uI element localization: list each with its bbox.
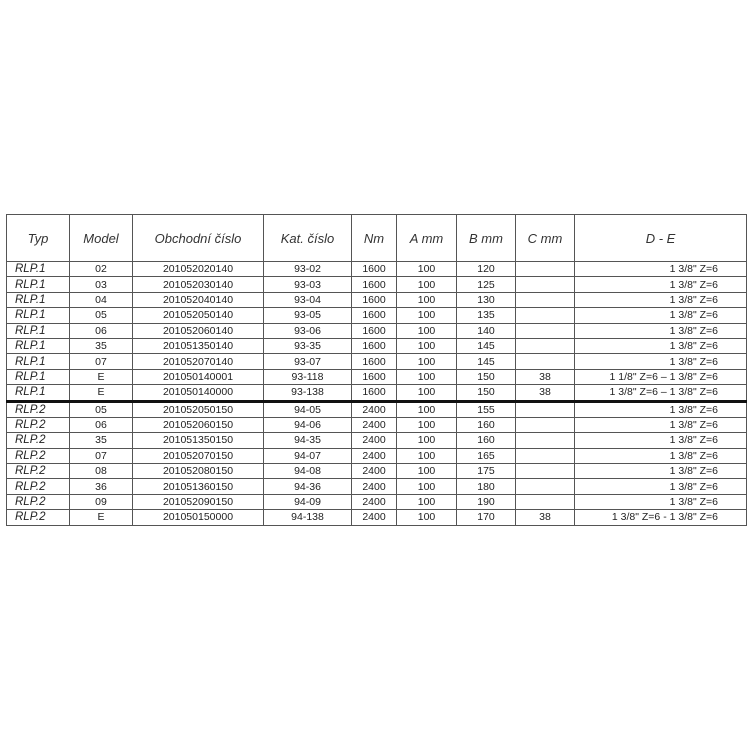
cell-obchodni-cislo: 201052070140 [133,354,264,369]
cell-c-mm [516,494,575,509]
table-row [7,277,747,292]
cell-d-e: 1 3/8" Z=6 [575,308,747,323]
cell-model: E [70,385,133,401]
cell-obchodni-cislo: 201050150000 [133,510,264,525]
cell-kat-cislo: 93-118 [264,369,352,384]
table-row [7,323,747,338]
cell-a-mm: 100 [397,277,457,292]
cell-a-mm: 100 [397,354,457,369]
cell-model: 06 [70,323,133,338]
cell-a-mm: 100 [397,369,457,384]
cell-d-e: 1 3/8" Z=6 - 1 3/8" Z=6 [575,510,747,525]
cell-nm: 2400 [352,494,397,509]
cell-d-e: 1 3/8" Z=6 [575,417,747,432]
cell-d-e: 1 3/8" Z=6 [575,401,747,417]
cell-obchodni-cislo: 201052070150 [133,448,264,463]
cell-kat-cislo: 93-05 [264,308,352,323]
cell-b-mm: 130 [457,292,516,307]
cell-b-mm: 150 [457,385,516,401]
cell-c-mm [516,262,575,277]
cell-model: 09 [70,494,133,509]
cell-typ: RLP.1 [7,262,70,277]
cell-obchodni-cislo: 201052080150 [133,464,264,479]
cell-obchodni-cislo: 201050140000 [133,385,264,401]
cell-obchodni-cislo: 201050140001 [133,369,264,384]
cell-c-mm [516,417,575,432]
cell-obchodni-cislo: 201052040140 [133,292,264,307]
cell-c-mm [516,277,575,292]
cell-b-mm: 145 [457,338,516,353]
cell-b-mm: 160 [457,417,516,432]
cell-obchodni-cislo: 201052050150 [133,401,264,417]
cell-model: 03 [70,277,133,292]
cell-obchodni-cislo: 201052060140 [133,323,264,338]
cell-typ: RLP.1 [7,385,70,401]
cell-typ: RLP.2 [7,510,70,525]
cell-obchodni-cislo: 201051350150 [133,433,264,448]
cell-b-mm: 175 [457,464,516,479]
cell-model: 35 [70,433,133,448]
cell-typ: RLP.1 [7,354,70,369]
cell-c-mm [516,479,575,494]
product-spec-table [6,214,747,526]
cell-a-mm: 100 [397,464,457,479]
cell-nm: 1600 [352,277,397,292]
table-row [7,385,747,401]
cell-kat-cislo: 94-36 [264,479,352,494]
cell-d-e: 1 3/8" Z=6 [575,323,747,338]
cell-model: E [70,510,133,525]
cell-c-mm [516,433,575,448]
cell-obchodni-cislo: 201052020140 [133,262,264,277]
cell-kat-cislo: 94-05 [264,401,352,417]
cell-typ: RLP.1 [7,369,70,384]
table-row [7,448,747,463]
header-model: Model [70,215,133,262]
cell-typ: RLP.1 [7,323,70,338]
cell-c-mm [516,464,575,479]
cell-nm: 1600 [352,369,397,384]
cell-nm: 1600 [352,338,397,353]
cell-typ: RLP.1 [7,277,70,292]
table-row [7,479,747,494]
cell-d-e: 1 3/8" Z=6 [575,292,747,307]
cell-model: 05 [70,308,133,323]
header-typ: Typ [7,215,70,262]
cell-c-mm [516,401,575,417]
cell-kat-cislo: 94-09 [264,494,352,509]
cell-a-mm: 100 [397,385,457,401]
cell-model: 07 [70,354,133,369]
cell-nm: 2400 [352,448,397,463]
cell-c-mm [516,323,575,338]
cell-b-mm: 160 [457,433,516,448]
cell-d-e: 1 3/8" Z=6 [575,354,747,369]
cell-d-e: 1 3/8" Z=6 – 1 3/8" Z=6 [575,385,747,401]
cell-nm: 2400 [352,401,397,417]
cell-obchodni-cislo: 201052060150 [133,417,264,432]
table-row [7,401,747,417]
table-row [7,433,747,448]
cell-model: E [70,369,133,384]
cell-typ: RLP.1 [7,308,70,323]
cell-kat-cislo: 94-08 [264,464,352,479]
cell-typ: RLP.2 [7,494,70,509]
cell-typ: RLP.2 [7,433,70,448]
table-row [7,292,747,307]
cell-typ: RLP.2 [7,448,70,463]
cell-typ: RLP.2 [7,417,70,432]
cell-nm: 1600 [352,354,397,369]
cell-d-e: 1 3/8" Z=6 [575,464,747,479]
cell-c-mm: 38 [516,369,575,384]
cell-c-mm [516,448,575,463]
cell-a-mm: 100 [397,417,457,432]
cell-kat-cislo: 94-07 [264,448,352,463]
cell-kat-cislo: 93-138 [264,385,352,401]
cell-a-mm: 100 [397,308,457,323]
cell-c-mm [516,292,575,307]
cell-b-mm: 145 [457,354,516,369]
cell-kat-cislo: 93-07 [264,354,352,369]
cell-c-mm: 38 [516,385,575,401]
cell-nm: 1600 [352,385,397,401]
cell-model: 02 [70,262,133,277]
cell-a-mm: 100 [397,479,457,494]
cell-a-mm: 100 [397,433,457,448]
cell-typ: RLP.1 [7,292,70,307]
cell-b-mm: 170 [457,510,516,525]
cell-c-mm [516,308,575,323]
cell-c-mm: 38 [516,510,575,525]
cell-b-mm: 135 [457,308,516,323]
cell-nm: 2400 [352,433,397,448]
cell-kat-cislo: 94-06 [264,417,352,432]
cell-kat-cislo: 94-138 [264,510,352,525]
header-b-mm: B mm [457,215,516,262]
table-row [7,354,747,369]
cell-nm: 1600 [352,323,397,338]
cell-b-mm: 125 [457,277,516,292]
cell-model: 06 [70,417,133,432]
cell-model: 04 [70,292,133,307]
cell-d-e: 1 3/8" Z=6 [575,338,747,353]
table-row [7,262,747,277]
cell-a-mm: 100 [397,401,457,417]
cell-nm: 2400 [352,464,397,479]
cell-typ: RLP.2 [7,401,70,417]
cell-b-mm: 120 [457,262,516,277]
cell-model: 07 [70,448,133,463]
cell-obchodni-cislo: 201052090150 [133,494,264,509]
cell-nm: 2400 [352,479,397,494]
cell-model: 35 [70,338,133,353]
cell-nm: 1600 [352,308,397,323]
cell-b-mm: 165 [457,448,516,463]
cell-d-e: 1 3/8" Z=6 [575,433,747,448]
cell-a-mm: 100 [397,262,457,277]
cell-d-e: 1 3/8" Z=6 [575,448,747,463]
cell-nm: 1600 [352,292,397,307]
cell-b-mm: 180 [457,479,516,494]
cell-b-mm: 190 [457,494,516,509]
cell-typ: RLP.2 [7,464,70,479]
cell-typ: RLP.1 [7,338,70,353]
cell-model: 36 [70,479,133,494]
cell-obchodni-cislo: 201051350140 [133,338,264,353]
cell-kat-cislo: 93-06 [264,323,352,338]
cell-kat-cislo: 93-02 [264,262,352,277]
table-row [7,308,747,323]
header-kat-cislo: Kat. číslo [264,215,352,262]
cell-c-mm [516,354,575,369]
cell-a-mm: 100 [397,338,457,353]
header-a-mm: A mm [397,215,457,262]
header-nm: Nm [352,215,397,262]
table-row [7,338,747,353]
cell-obchodni-cislo: 201052030140 [133,277,264,292]
cell-nm: 1600 [352,262,397,277]
cell-nm: 2400 [352,417,397,432]
cell-obchodni-cislo: 201051360150 [133,479,264,494]
header-obchodni-cislo: Obchodní číslo [133,215,264,262]
cell-b-mm: 155 [457,401,516,417]
cell-kat-cislo: 93-04 [264,292,352,307]
table-row [7,510,747,525]
cell-a-mm: 100 [397,494,457,509]
cell-d-e: 1 3/8" Z=6 [575,262,747,277]
cell-kat-cislo: 93-03 [264,277,352,292]
cell-d-e: 1 3/8" Z=6 [575,479,747,494]
cell-typ: RLP.2 [7,479,70,494]
table-row [7,417,747,432]
cell-a-mm: 100 [397,448,457,463]
cell-a-mm: 100 [397,510,457,525]
table-row [7,464,747,479]
cell-obchodni-cislo: 201052050140 [133,308,264,323]
table-body [7,262,747,526]
table-row [7,494,747,509]
cell-b-mm: 140 [457,323,516,338]
cell-a-mm: 100 [397,292,457,307]
cell-d-e: 1 3/8" Z=6 [575,277,747,292]
cell-model: 08 [70,464,133,479]
cell-kat-cislo: 93-35 [264,338,352,353]
cell-b-mm: 150 [457,369,516,384]
cell-a-mm: 100 [397,323,457,338]
header-c-mm: C mm [516,215,575,262]
table-row [7,369,747,384]
cell-nm: 2400 [352,510,397,525]
cell-model: 05 [70,401,133,417]
header-d-e: D - E [575,215,747,262]
cell-kat-cislo: 94-35 [264,433,352,448]
cell-d-e: 1 1/8" Z=6 – 1 3/8" Z=6 [575,369,747,384]
cell-d-e: 1 3/8" Z=6 [575,494,747,509]
cell-c-mm [516,338,575,353]
table-header-row [7,215,747,262]
